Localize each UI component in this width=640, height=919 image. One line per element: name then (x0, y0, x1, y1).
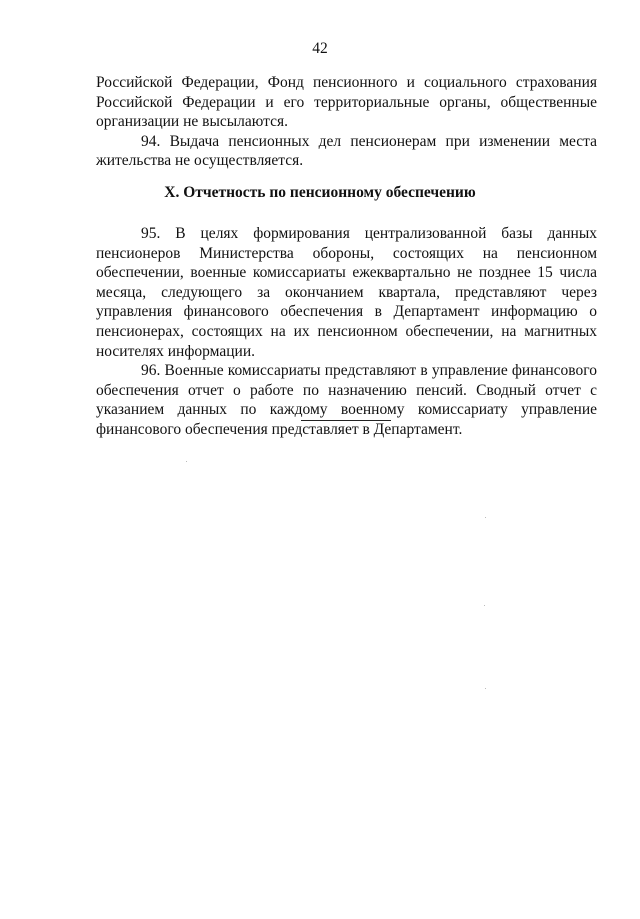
scan-speck (485, 688, 486, 689)
text-block-top (96, 73, 597, 171)
paragraph-96: 96. Военные комиссариаты представляют в управление финансового обеспечения отчет о работе по назначению пенсий. Сводный отчет с указанием данных по каждому военному комиссариату управление финансового обеспечения представляет в Департамент. (96, 362, 597, 438)
section-heading: X. Отчетность по пенсионному обеспечению (164, 184, 476, 201)
scan-speck (186, 461, 187, 462)
paragraph-95: 95. В целях формирования централизованной базы данных пенсионеров Министерства обороны, состоящих на пенсионном обеспечении, военные комиссариаты ежеквартально не позднее 15 числа месяца, следующего за окончанием квартала, представляют через управления финансового обеспечения в Департамент информацию о пенсионерах, состоящих на их пенсионном обеспечении, на магнитных носителях информации. (96, 225, 597, 360)
text-block-section-x (96, 224, 597, 440)
end-separator-line (301, 420, 391, 421)
scan-speck (485, 517, 486, 518)
scan-speck (484, 605, 485, 606)
continuation-paragraph: Российской Федерации, Фонд пенсионного и социального страхования Российской Федерации и его территориальные органы, общественные организации не высылаются. (96, 74, 597, 131)
page-number: 42 (312, 40, 328, 57)
paragraph-94: 94. Выдача пенсионных дел пенсионерам при изменении места жительства не осуществляется. (96, 132, 597, 170)
